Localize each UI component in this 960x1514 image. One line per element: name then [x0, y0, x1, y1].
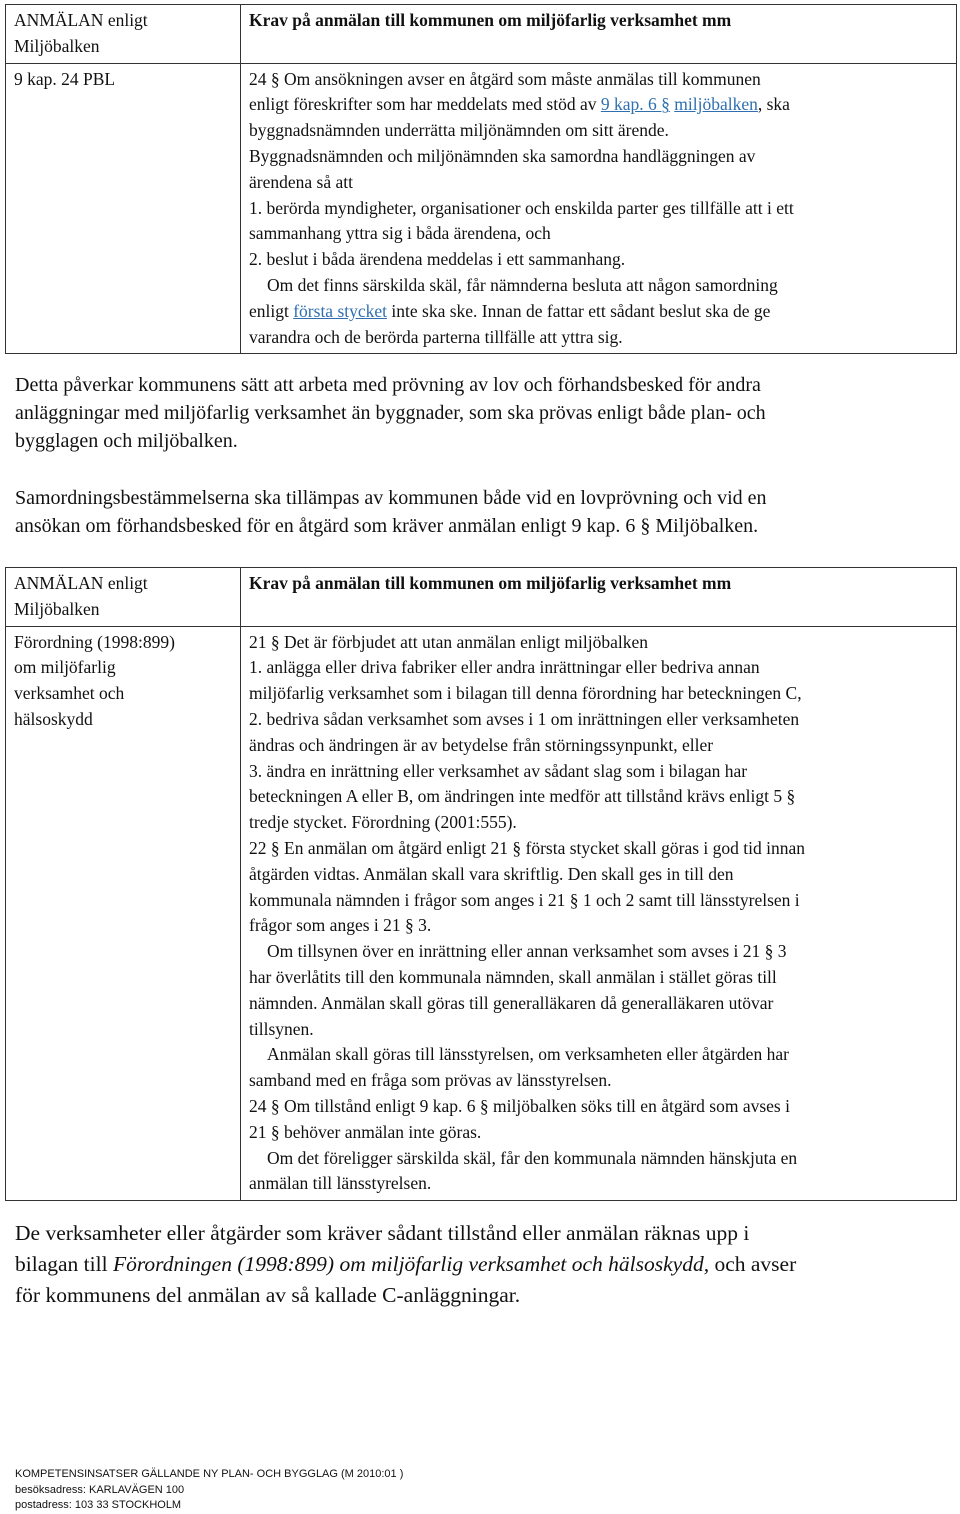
law-line: 3. ändra en inrättning eller verksamhet av sådant slag som i bilagan har — [249, 760, 748, 781]
law-line: byggnadsnämnden underrätta miljönämnden om sitt ärende. — [249, 120, 669, 141]
law-reference — [6, 626, 241, 1201]
law-line: 21 § behöver anmälan inte göras. — [249, 1121, 482, 1142]
footer-visit-address: besöksadress: KARLAVÄGEN 100 — [15, 1483, 185, 1496]
table-header-right: Krav på anmälan till kommunen om miljöfarlig verksamhet mm — [241, 568, 957, 627]
law-line: 2. beslut i båda ärendena meddelas i ett sammanhang. — [249, 249, 626, 270]
law-line — [249, 299, 948, 325]
table-header-right: Krav på anmälan till kommunen om miljöfarlig verksamhet mm — [241, 5, 957, 64]
law-line: ändras och ändringen är av betydelse från störningssynpunkt, eller — [249, 734, 714, 755]
law-text — [241, 63, 957, 354]
law-line: 1. anlägga eller driva fabriker eller andra inrättningar eller bedriva annan — [249, 657, 760, 678]
law-line: nämnden. Anmälan skall göras till generalläkaren då generalläkaren utövar — [249, 992, 774, 1013]
paragraph-line: bygglagen och miljöbalken. — [15, 430, 238, 452]
link-miljobalken[interactable]: miljöbalken — [674, 94, 758, 115]
law-line-text: inte ska ske. Innan de fattar ett sådant beslut ska de ge — [391, 300, 771, 321]
paragraph-line — [15, 1249, 950, 1280]
law-table-pbl — [5, 4, 957, 354]
law-line-text: enligt föreskrifter som har meddelats med stöd av — [249, 94, 601, 115]
law-line: 2. bedriva sådan verksamhet som avses i 1 om inrättningen eller verksamheten — [249, 708, 800, 729]
paragraph-line: ansökan om förhandsbesked för en åtgärd som kräver anmälan enligt 9 kap. 6 § Miljöbalken. — [15, 515, 759, 537]
table-header-row — [6, 5, 957, 64]
reference-line: hälsoskydd — [14, 708, 93, 729]
law-line: 1. berörda myndigheter, organisationer och enskilda parter ges tillfälle att i ett — [249, 197, 794, 218]
law-line: 21 § Det är förbjudet att utan anmälan enligt miljöbalken — [249, 631, 648, 652]
law-line: ärendena så att — [249, 171, 353, 192]
reference-line: om miljöfarlig — [14, 657, 116, 678]
law-line: Om det föreligger särskilda skäl, får den kommunala nämnden hänskjuta en — [267, 1147, 798, 1168]
link-forsta-stycket[interactable]: första stycket — [293, 300, 388, 321]
law-reference: 9 kap. 24 PBL — [6, 63, 241, 354]
law-line: tredje stycket. Förordning (2001:555). — [249, 812, 517, 833]
law-line: frågor som anges i 21 § 3. — [249, 915, 432, 936]
law-line: sammanhang yttra sig i båda ärendena, och — [249, 223, 551, 244]
law-line: anmälan till länsstyrelsen. — [249, 1173, 432, 1194]
reference-line: Förordning (1998:899) — [14, 631, 175, 652]
footer-postal-address: postadress: 103 33 STOCKHOLM — [15, 1499, 182, 1511]
law-line-text: enligt — [249, 300, 294, 321]
law-line: beteckningen A eller B, om ändringen inte medför att tillstånd krävs enligt 5 § — [249, 786, 796, 807]
law-line: Om det finns särskilda skäl, får nämnderna besluta att någon samordning — [267, 274, 778, 295]
law-line: tillsynen. — [249, 1018, 314, 1039]
paragraph-line: anläggningar med miljöfarlig verksamhet än byggnader, som ska prövas enligt både plan- och — [15, 402, 766, 424]
law-line: åtgärden vidtas. Anmälan skall vara skriftlig. Den skall ges in till den — [249, 863, 734, 884]
table-row — [6, 63, 957, 354]
law-line: Om tillsynen över en inrättning eller annan verksamhet som avses i 21 § 3 — [267, 941, 787, 962]
law-line: 22 § En anmälan om åtgärd enligt 21 § första stycket skall göras i god tid innan — [249, 837, 805, 858]
law-table-forordning — [5, 567, 957, 1201]
paragraph-text: bilagan till — [15, 1252, 113, 1276]
law-line: Byggnadsnämnden och miljönämnden ska samordna handläggningen av — [249, 145, 756, 166]
table-header-row — [6, 568, 957, 627]
law-line: varandra och de berörda parterna tillfälle att yttra sig. — [249, 326, 623, 347]
paragraph-line: för kommunens del anmälan av så kallade C-anläggningar. — [15, 1283, 521, 1307]
law-line-text: , ska — [757, 94, 790, 115]
paragraph-verksamheter — [15, 1218, 950, 1311]
table-row — [6, 626, 957, 1201]
table-header-left: ANMÄLAN enligt Miljöbalken — [6, 5, 241, 64]
reference-line: verksamhet och — [14, 683, 125, 704]
link-9-kap-6[interactable]: 9 kap. 6 § — [600, 94, 670, 115]
law-line: 24 § Om ansökningen avser en åtgärd som måste anmälas till kommunen — [249, 68, 761, 89]
law-line: Anmälan skall göras till länsstyrelsen, om verksamheten eller åtgärden har — [267, 1044, 789, 1065]
law-line: har överlåtits till den kommunala nämnden, skall anmälan i stället göras till — [249, 966, 777, 987]
law-line: miljöfarlig verksamhet som i bilagan till denna förordning har beteckningen C, — [249, 683, 802, 704]
page-footer — [15, 1467, 403, 1514]
footer-title: KOMPETENSINSATSER GÄLLANDE NY PLAN- OCH BYGGLAG (M 2010:01 ) — [15, 1468, 404, 1480]
paragraph-line: Detta påverkar kommunens sätt att arbeta med prövning av lov och förhandsbesked för andra — [15, 374, 761, 396]
law-text — [241, 626, 957, 1201]
law-line: 24 § Om tillstånd enligt 9 kap. 6 § miljöbalken söks till en åtgärd som avses i — [249, 1095, 790, 1116]
paragraph-line: De verksamheter eller åtgärder som kräver sådant tillstånd eller anmälan räknas upp i — [15, 1221, 750, 1245]
paragraph-samordning — [15, 484, 950, 540]
table-header-left: ANMÄLAN enligt Miljöbalken — [6, 568, 241, 627]
paragraph-text: och avser — [709, 1252, 797, 1276]
law-line: samband med en fråga som prövas av länsstyrelsen. — [249, 1070, 612, 1091]
regulation-title: Förordningen (1998:899) om miljöfarlig verksamhet och hälsoskydd, — [112, 1252, 710, 1276]
paragraph-detta-paverkar — [15, 371, 950, 455]
law-line: kommunala nämnden i frågor som anges i 21 § 1 och 2 samt till länsstyrelsen i — [249, 889, 800, 910]
law-line — [249, 92, 948, 118]
paragraph-line: Samordningsbestämmelserna ska tillämpas av kommunen både vid en lovprövning och vid en — [15, 487, 767, 509]
